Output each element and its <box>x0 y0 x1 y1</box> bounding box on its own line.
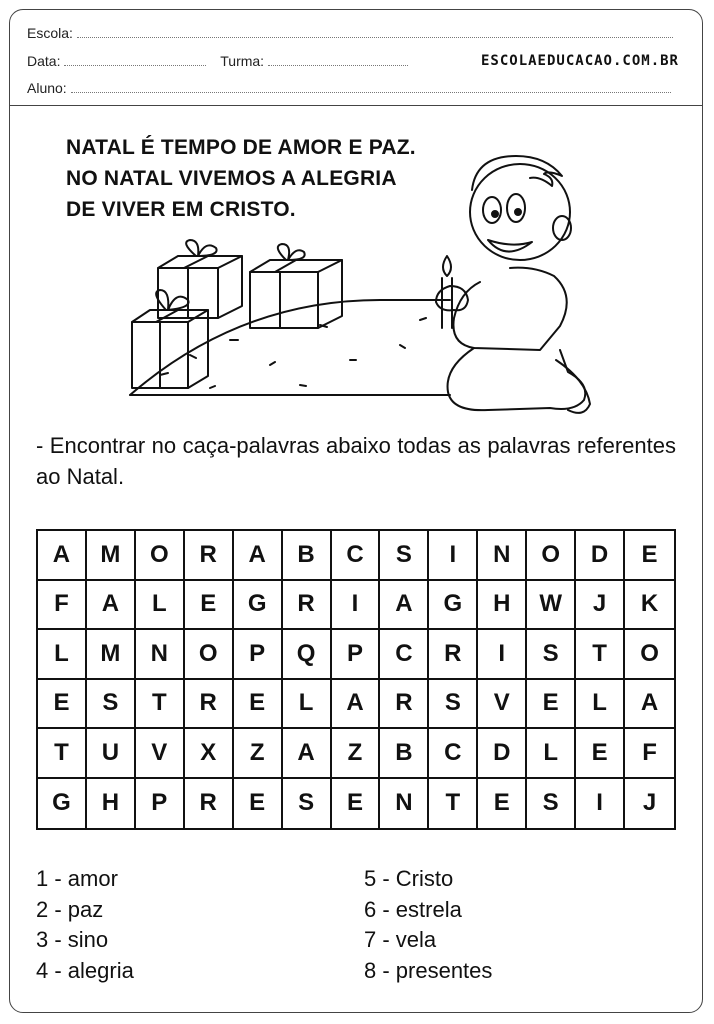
grid-cell: K <box>625 581 674 631</box>
grid-cell: L <box>576 680 625 730</box>
grid-cell: R <box>429 630 478 680</box>
grid-cell: C <box>332 531 381 581</box>
grid-cell: C <box>429 729 478 779</box>
grid-cell: S <box>527 779 576 829</box>
grid-cell: T <box>576 630 625 680</box>
grid-cell: H <box>478 581 527 631</box>
grid-cell: S <box>283 779 332 829</box>
class-line <box>268 65 408 66</box>
grid-cell: E <box>527 680 576 730</box>
word-list-item: 7 - vela <box>364 927 437 952</box>
grid-cell: E <box>576 729 625 779</box>
grid-cell: Z <box>234 729 283 779</box>
grid-cell: N <box>478 531 527 581</box>
grid-cell: S <box>380 531 429 581</box>
grid-cell: E <box>625 531 674 581</box>
grid-cell: M <box>87 630 136 680</box>
worksheet-header <box>9 9 703 106</box>
grid-cell: E <box>332 779 381 829</box>
grid-cell: I <box>332 581 381 631</box>
grid-cell: R <box>185 680 234 730</box>
grid-cell: L <box>38 630 87 680</box>
grid-cell: V <box>478 680 527 730</box>
grid-cell: P <box>234 630 283 680</box>
christmas-illustration <box>120 150 600 425</box>
grid-cell: O <box>185 630 234 680</box>
grid-cell: M <box>87 531 136 581</box>
grid-cell: R <box>185 779 234 829</box>
date-label: Data: <box>27 53 61 69</box>
gift-box-icon <box>250 244 342 328</box>
grid-cell: G <box>38 779 87 829</box>
grid-cell: S <box>527 630 576 680</box>
title-line: NATAL É TEMPO DE AMOR E PAZ. <box>66 136 416 159</box>
word-list-item: 4 - alegria <box>36 957 134 983</box>
grid-cell: E <box>185 581 234 631</box>
grid-cell: V <box>136 729 185 779</box>
grid-cell: L <box>283 680 332 730</box>
boy-figure <box>436 156 590 413</box>
grid-cell: S <box>87 680 136 730</box>
grid-cell: A <box>283 729 332 779</box>
grid-cell: L <box>136 581 185 631</box>
student-line <box>71 92 671 93</box>
grid-cell: J <box>642 789 657 817</box>
grid-cell: D <box>576 531 625 581</box>
word-list-item: 2 - paz <box>36 896 104 922</box>
title-line: DE VIVER EM CRISTO. <box>66 198 296 221</box>
gift-box-icon <box>132 290 208 388</box>
grid-cell: S <box>429 680 478 730</box>
grid-cell: D <box>478 729 527 779</box>
title-line: NO NATAL VIVEMOS A ALEGRIA <box>66 167 397 190</box>
grid-cell: I <box>478 630 527 680</box>
grid-cell: A <box>625 680 674 730</box>
grid-cell: I <box>576 779 625 829</box>
grid-cell: B <box>380 729 429 779</box>
grid-cell: Q <box>283 630 332 680</box>
grid-cell: O <box>527 531 576 581</box>
school-label: Escola: <box>27 25 73 41</box>
school-line <box>77 37 673 38</box>
word-list-item: 5 - Cristo <box>364 866 454 891</box>
grid-cell: L <box>527 729 576 779</box>
grid-cell: N <box>380 779 429 829</box>
grid-cell: E <box>234 779 283 829</box>
grid-cell: Z <box>332 729 381 779</box>
student-label: Aluno: <box>27 80 67 96</box>
student-row <box>27 80 671 96</box>
grid-cell: A <box>87 581 136 631</box>
grid-cell: E <box>38 680 87 730</box>
date-row <box>27 53 408 69</box>
grid-cell: J <box>576 581 625 631</box>
word-list-right <box>364 864 492 986</box>
date-line <box>64 65 206 66</box>
grid-cell: X <box>185 729 234 779</box>
grid-cell: E <box>478 779 527 829</box>
school-row <box>27 25 673 41</box>
grid-cell: F <box>625 729 674 779</box>
grid-cell: T <box>429 779 478 829</box>
grid-cell: O <box>136 531 185 581</box>
grid-cell: A <box>332 680 381 730</box>
grid-cell: U <box>87 729 136 779</box>
grid-cell: R <box>283 581 332 631</box>
floor-drawing <box>130 300 450 395</box>
grid-cell: E <box>234 680 283 730</box>
word-list-left <box>36 864 134 986</box>
grid-cell: T <box>136 680 185 730</box>
grid-cell: A <box>234 531 283 581</box>
site-name: ESCOLAEDUCACAO.COM.BR <box>480 53 679 69</box>
grid-cell: P <box>332 630 381 680</box>
word-list-item: 6 - estrela <box>364 896 462 922</box>
grid-cell: C <box>380 630 429 680</box>
grid-cell: I <box>429 531 478 581</box>
instruction-text: - Encontrar no caça-palavras abaixo todas as palavras referentes ao Natal. <box>36 433 676 489</box>
word-search-grid <box>36 529 676 830</box>
grid-cell: H <box>87 779 136 829</box>
grid-cell: R <box>185 531 234 581</box>
class-label: Turma: <box>220 53 265 69</box>
word-list-item: 8 - presentes <box>364 957 493 983</box>
grid-cell: R <box>380 680 429 730</box>
grid-cell: P <box>136 779 185 829</box>
grid-cell: A <box>380 581 429 631</box>
grid-cell: T <box>38 729 87 779</box>
grid-cell: B <box>283 531 332 581</box>
grid-cell: G <box>234 581 283 631</box>
word-list-item: 3 - sino <box>36 927 109 952</box>
grid-cell: N <box>136 630 185 680</box>
grid-cell: F <box>38 581 87 631</box>
grid-cell: O <box>625 630 674 680</box>
grid-cell: W <box>527 581 576 631</box>
grid-cell: G <box>429 581 478 631</box>
grid-cell: A <box>38 531 87 581</box>
word-list-item: 1 - amor <box>36 866 118 891</box>
